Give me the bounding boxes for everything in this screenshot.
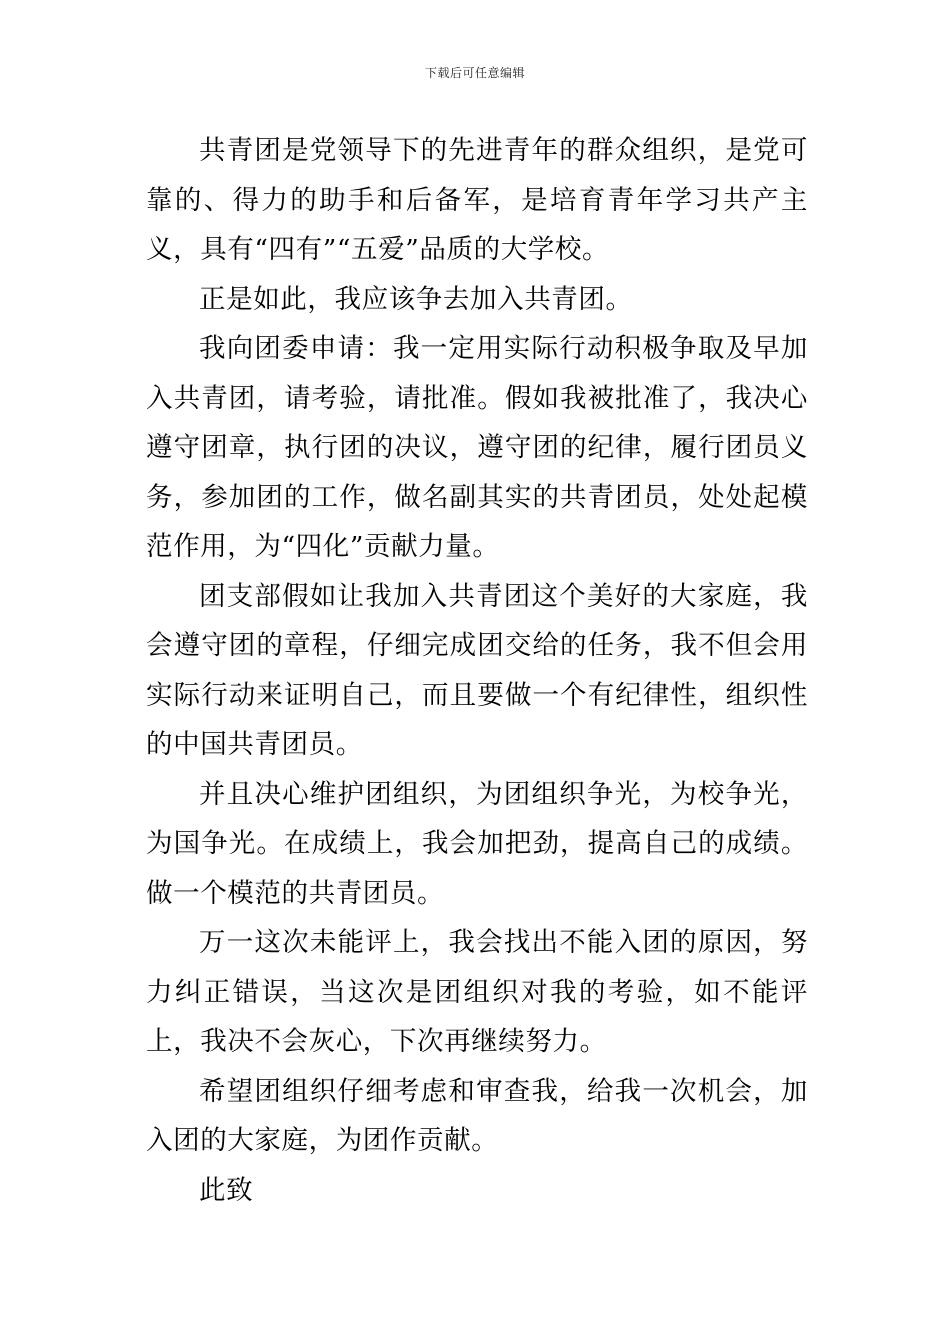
header-note: 下载后可任意编辑 [424,66,525,80]
paragraph-5: 并且决心维护团组织，为团组织争光，为校争光，为国争光。在成绩上，我会加把劲，提高自己的成绩。做一个模范的共青团员。 [146,778,808,909]
paragraph-2: 正是如此，我应该争去加入共青团。 [199,283,633,315]
paragraph-4: 团支部假如让我加入共青团这个美好的大家庭，我会遵守团的章程，仔细完成团交给的任务，我不但会用实际行动来证明自己，而且要做一个有纪律性，组织性的中国共青团员。 [146,580,808,760]
paragraph-7: 希望团组织仔细考虑和审查我，给我一次机会，加入团的大家庭，为团作贡献。 [146,1075,808,1156]
paragraph-1: 共青团是党领导下的先进青年的群众组织，是党可靠的、得力的助手和后备军，是培育青年学习共产主义，具有“四有”“五爱”品质的大学校。 [146,135,808,265]
paragraph-6: 万一这次未能评上，我会找出不能入团的原因，努力纠正错误，当这次是团组织对我的考验，如不能评上，我决不会灰心，下次再继续努力。 [146,927,808,1057]
document-body [146,126,808,1215]
paragraph-3: 我向团委申请：我一定用实际行动积极争取及早加入共青团，请考验，请批准。假如我被批准了，我决心遵守团章，执行团的决议，遵守团的纪律，履行团员义务，参加团的工作，做名副其实的共青团员，处处起模范作用，为“四化”贡献力量。 [146,333,808,562]
closing-salutation: 此致 [199,1174,254,1206]
